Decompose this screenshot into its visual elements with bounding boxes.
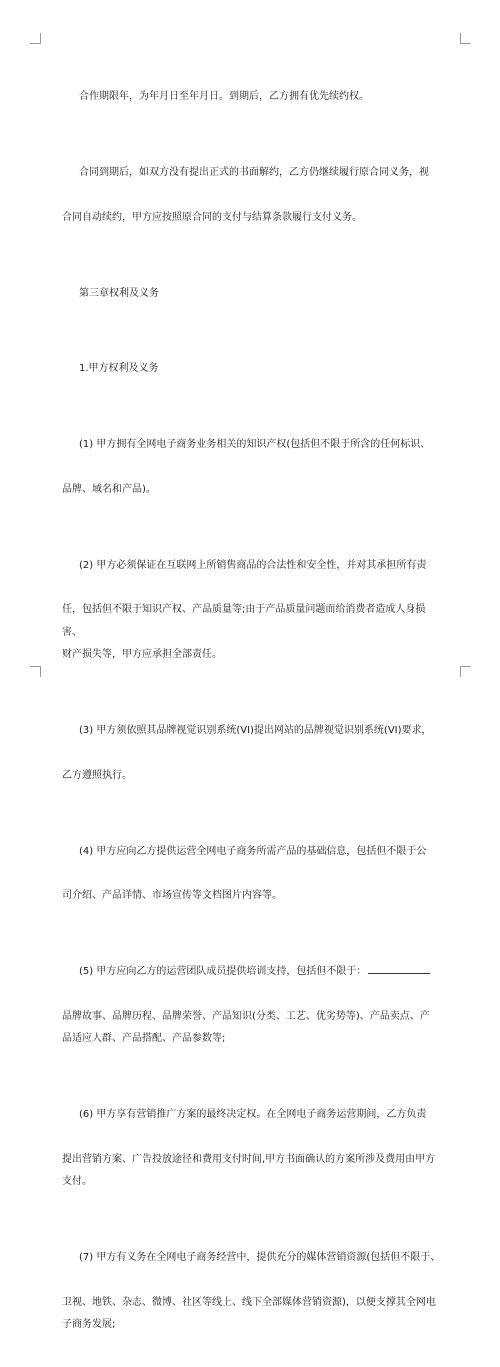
clause-3 (62, 698, 442, 810)
paragraph-line: (6) 甲方享有营销推广方案的最终决定权。在全网电子商务运营期间，乙方负责 (79, 1108, 427, 1120)
fill-in-blank (368, 963, 430, 974)
document-body (62, 64, 442, 1367)
paragraph-continuation: 品牌故事、品牌历程、品牌荣誉、产品知识(分类、工艺、优劣势等)、产品卖点、产 品适应人群、产品搭配、产品参数等; (62, 1010, 430, 1045)
paragraph-line: (4) 甲方应向乙方提供运营全网电子商务所需产品的基础信息，包括但不限于公 (79, 845, 427, 857)
paragraph-continuation: 品牌、域名和产品)。 (62, 483, 156, 495)
paragraph-line: (2) 甲方必须保证在互联网上所销售商品的合法性和安全性，并对其承担所有责 (79, 559, 427, 571)
paragraph-line: 1.甲方权利及义务 (79, 363, 159, 375)
paragraph-line (62, 961, 442, 983)
paragraph-line: 合作期限年，为年月日至年月日。到期后，乙方拥有优先续约权。 (79, 91, 369, 103)
clause-5 (62, 939, 442, 1073)
clause-2 (62, 532, 442, 689)
paragraph-line: 第三章权利及义务 (79, 287, 159, 299)
paragraph-line: (1) 甲方拥有全网电子商务业务相关的知识产权(包括但不限于所含的任何标识、 (79, 439, 431, 451)
paragraph-line: (7) 甲方有义务在全网电子商务经营中，提供充分的媒体营销资源(包括但不限于、 (79, 1251, 441, 1263)
paragraph-continuation: 任，包括但不限于知识产权、产品质量等;由于产品质量问题而给消费者造成人身损害、 财产损失等，甲方应承担全部责任。 (62, 604, 426, 661)
paragraph-continuation: 乙方遵照执行。 (62, 769, 132, 781)
clause-7 (62, 1225, 442, 1359)
section-heading (62, 336, 442, 403)
crop-mark-top-left (30, 33, 41, 44)
paragraph-line-text: (5) 甲方应向乙方的运营团队成员提供培训支持，包括但不限于： (79, 966, 367, 978)
paragraph-continuation: 司介绍、产品详情、市场宣传等文档图片内容等。 (62, 890, 282, 902)
paragraph-term (62, 64, 442, 131)
paragraph-renewal (62, 140, 442, 252)
crop-mark-top-right (460, 33, 471, 44)
crop-mark-bottom-left (30, 666, 41, 677)
crop-mark-bottom-right (460, 666, 471, 677)
clause-4 (62, 818, 442, 930)
clause-1 (62, 412, 442, 524)
paragraph-continuation: 合同自动续约，甲方应按照原合同的支付与结算条款履行支付义务。 (62, 211, 362, 223)
paragraph-continuation: 提出营销方案、广告投放途径和费用支付时间,甲方书面确认的方案所涉及费用由甲方 支付。 (62, 1153, 436, 1188)
chapter-heading (62, 260, 442, 327)
clause-6 (62, 1082, 442, 1216)
paragraph-continuation: 卫视、地铁、杂志、微博、社区等线上、线下全部媒体营销资源)，以便支撑其全网电 子商务发展; (62, 1296, 436, 1331)
paragraph-line: 合同到期后，如双方没有提出正式的书面解约，乙方仍继续履行原合同义务，视 (79, 167, 429, 179)
paragraph-line: (3) 甲方须依照其品牌视觉识别系统(VI)提出网站的品牌视觉识别系统(VI)要求， (79, 724, 432, 736)
